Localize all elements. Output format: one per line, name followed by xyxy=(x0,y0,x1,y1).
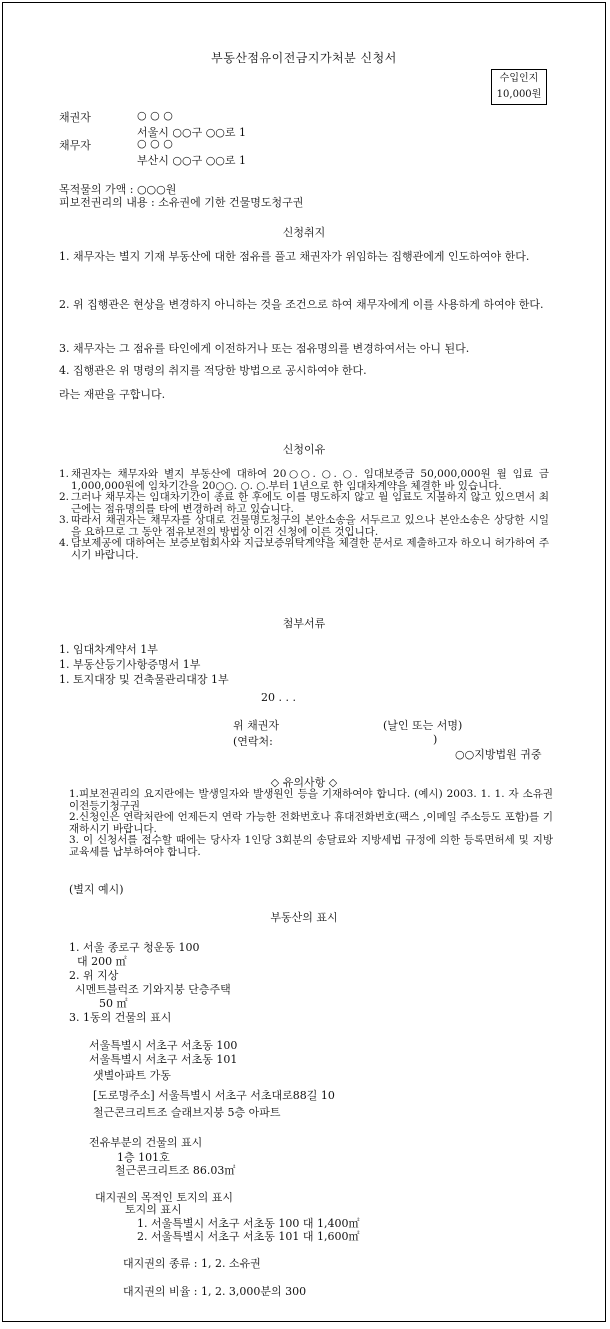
annex-line: 50 ㎡ xyxy=(99,997,128,1010)
building-line: 서울특별시 서초구 서초동 100 xyxy=(89,1039,238,1052)
attachment-item: 1. 임대차계약서 1부 xyxy=(59,643,158,656)
purpose-item: 4. 집행관은 위 명령의 취지를 적당한 방법으로 공시하여야 한다. xyxy=(59,364,367,377)
creditor-name: ○ ○ ○ xyxy=(137,109,173,122)
revenue-stamp-box xyxy=(491,69,547,105)
right-type: 대지권의 종류 : 1, 2. 소유권 xyxy=(123,1257,261,1270)
creditor-label: 채권자 xyxy=(59,111,91,124)
building-line: 서울특별시 서초구 서초동 101 xyxy=(89,1053,238,1066)
right-ratio: 대지권의 비율 : 1, 2. 3,000분의 300 xyxy=(123,1285,307,1298)
contact-label: (연락처: xyxy=(233,735,273,748)
note-item: 1.피보전권리의 요지란에는 발생일자와 발생원인 등을 기재하여야 합니다. (예시) 2003. 1. 1. 자 소유권이전등기청구권 xyxy=(69,788,553,812)
attachment-item: 1. 토지대장 및 건축물관리대장 1부 xyxy=(59,673,229,686)
purpose-item: 3. 채무자는 그 점유를 타인에게 이전하거나 또는 점유명의를 변경하여서는 아니 된다. xyxy=(59,342,470,355)
signature-creditor-label: 위 채권자 xyxy=(233,719,280,732)
annex-line: 3. 1동의 건물의 표시 xyxy=(69,1011,172,1024)
annex-line: 대 200 ㎡ xyxy=(77,955,127,968)
creditor-address: 서울시 ○○구 ○○로 1 xyxy=(137,126,247,139)
contact-close: ) xyxy=(433,733,438,746)
building-line: 샛별아파트 가동 xyxy=(93,1069,171,1082)
annex-line: 1. 서울 종로구 청운동 100 xyxy=(69,941,200,954)
land-line: 1. 서울특별시 서초구 서초동 100 대 1,400㎡ xyxy=(137,1217,360,1230)
purpose-item: 2. 위 집행관은 현상을 변경하지 아니하는 것을 조건으로 하여 채무자에게 이를 사용하게 하여야 한다. xyxy=(59,298,544,311)
land-heading: 대지권의 목적인 토지의 표시 xyxy=(95,1191,234,1204)
exclusive-line: 철근콘크리트조 86.03㎡ xyxy=(115,1164,236,1177)
court-name: ○○지방법원 귀중 xyxy=(455,748,542,761)
reason-item: 2. 그러나 채무자는 임대차기간이 종료 한 후에도 이를 명도하지 않고 월 임료도 지불하지 않고 있으면서 최근에는 점유명의를 타에 변경하려 하고 있습니다. xyxy=(59,491,549,515)
stamp-amount: 10,000원 xyxy=(496,89,542,100)
debtor-label: 채무자 xyxy=(59,139,91,152)
reasons-heading: 신청이유 xyxy=(282,443,326,456)
exclusive-heading: 전유부분의 건물의 표시 xyxy=(89,1136,203,1149)
stamp-label: 수입인지 xyxy=(499,73,539,84)
application-document xyxy=(2,2,606,1322)
purpose-item: 1. 채무자는 별지 기재 부동산에 대한 점유를 풀고 채권자가 위임하는 집행관에게 인도하여야 한다. xyxy=(59,250,530,263)
note-item: 2.신청인은 연락처란에 언제든지 연락 가능한 전화번호나 휴대전화번호(팩스 ,이메일 주소등도 포함)를 기재하시기 바랍니다. xyxy=(69,811,553,835)
exclusive-line: 1층 101호 xyxy=(117,1151,170,1164)
building-line: [도로명주소] 서울특별시 서초구 서초대로88길 10 xyxy=(93,1089,335,1102)
notes-list xyxy=(69,789,553,858)
note-item: 3. 이 신청서를 접수할 때에는 당사자 1인당 3회분의 송달료와 지방세법 규정에 의한 등록면허세 및 지방교육세를 납부하여야 합니다. xyxy=(69,834,553,858)
date-line: 20 . . . xyxy=(261,691,296,704)
annex-label: (별지 예시) xyxy=(69,883,124,896)
annex-heading: 부동산의 표시 xyxy=(270,911,338,924)
debtor-address: 부산시 ○○구 ○○로 1 xyxy=(137,154,247,167)
protected-right: 피보전권리의 내용 : 소유권에 기한 건물명도청구권 xyxy=(59,196,304,209)
debtor-name: ○ ○ ○ xyxy=(137,137,173,150)
reason-item: 1. 채권자는 채무자와 별지 부동산에 대하여 20○○. ○. ○. 임대보증금 50,000,000원 월 임료 금 1,000,000원에 임차기간을 20○○. ○. ○.부터 1년으로 한 임대차계약을 체결한 바 있습니다. xyxy=(59,468,549,492)
building-line: 철근콘크리트조 슬래브지붕 5층 아파트 xyxy=(93,1106,281,1119)
attachments-heading: 첨부서류 xyxy=(282,617,326,630)
annex-line: 2. 위 지상 xyxy=(69,969,119,982)
document-title: 부동산점유이전금지가처분 신청서 xyxy=(211,51,397,65)
object-value: 목적물의 가액 : ○○○원 xyxy=(59,183,177,196)
land-subheading: 토지의 표시 xyxy=(125,1203,182,1216)
reason-item: 3. 따라서 채권자는 채무자를 상대로 건물명도청구의 본안소송을 서두르고 있으나 본안소송은 상당한 시일을 요하므로 그 동안 점유보전의 방법상 이건 신청에 이른 것입니다. xyxy=(59,514,549,538)
purpose-closing: 라는 재판을 구합니다. xyxy=(59,388,166,401)
land-line: 2. 서울특별시 서초구 서초동 101 대 1,600㎡ xyxy=(137,1230,360,1243)
reasons-list xyxy=(59,469,549,561)
notes-heading: ◇ 유의사항 ◇ xyxy=(270,776,338,789)
signature-seal: (날인 또는 서명) xyxy=(383,719,463,732)
reason-item: 4. 담보제공에 대하여는 보증보험회사와 지급보증위탁계약을 체결한 문서로 제출하고자 하오니 허가하여 주시기 바랍니다. xyxy=(59,537,549,561)
purpose-heading: 신청취지 xyxy=(282,226,326,239)
attachment-item: 1. 부동산등기사항증명서 1부 xyxy=(59,658,201,671)
annex-line: 시멘트블럭조 기와지붕 단층주택 xyxy=(75,983,231,996)
